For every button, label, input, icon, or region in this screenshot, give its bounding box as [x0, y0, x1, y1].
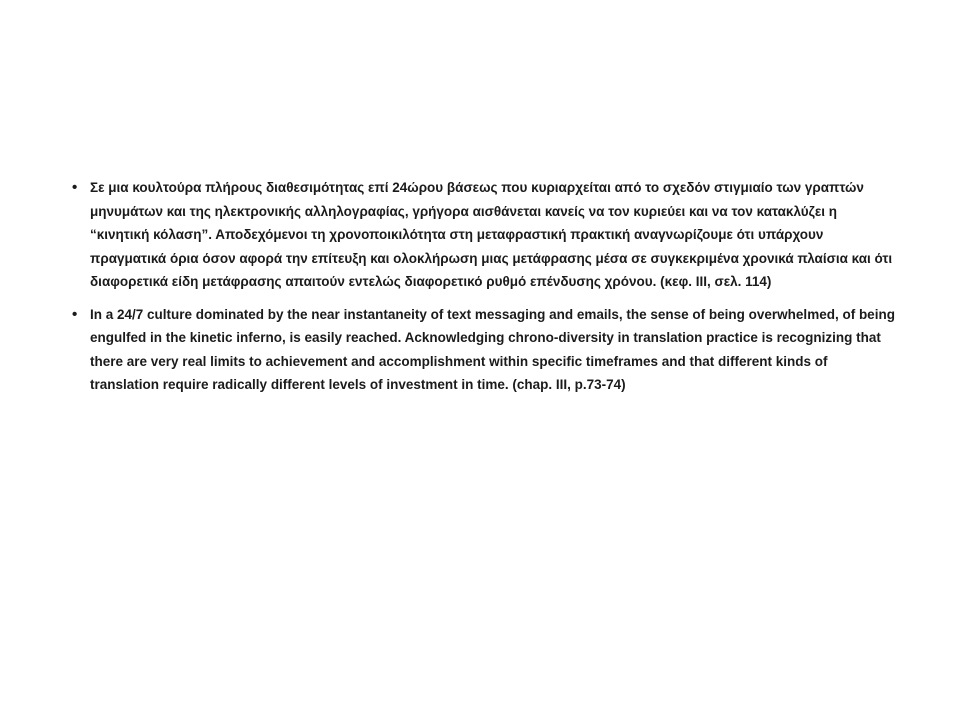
bullet-item-english: [72, 303, 898, 397]
bullet-marker: •: [72, 305, 78, 323]
bullet-item-greek: [72, 176, 898, 294]
bullet-list: [72, 176, 898, 406]
bullet-text-greek: Σε μια κουλτούρα πλήρους διαθεσιμότητας επί 24ώρου βάσεως που κυριαρχείται από το σχεδόν στιγμιαίο των γραπτών μηνυμάτων και της ηλεκτρονικής αλληλογραφίας, γρήγορα αισθάνεται κανείς να τον κυριεύει και να τον κατακλύζει η “κινητική κόλαση”. Αποδεχόμενοι τη χρονοποικιλότητα στη μεταφραστική πρακτική αναγνωρίζουμε ότι υπάρχουν πραγματικά όρια όσον αφορά την επίτευξη και ολοκλήρωση μιας μετάφρασης μέσα σε συγκεκριμένα χρονικά πλαίσια και ότι διαφορετικά είδη μετάφρασης απαιτούν εντελώς διαφορετικό ρυθμό επένδυσης χρόνου. (κεφ. ΙΙΙ, σελ. 114): [90, 180, 893, 289]
bullet-text-english: In a 24/7 culture dominated by the near instantaneity of text messaging and emails, the sense of being overwhelmed, of being engulfed in the kinetic inferno, is easily reached. Acknowledging chrono-diversity in translation practice is recognizing that there are very real limits to achievement and accomplishment within specific timeframes and that different kinds of translation require radically different levels of investment in time. (chap. III, p.73-74): [90, 306, 895, 392]
bullet-marker: •: [72, 179, 78, 196]
